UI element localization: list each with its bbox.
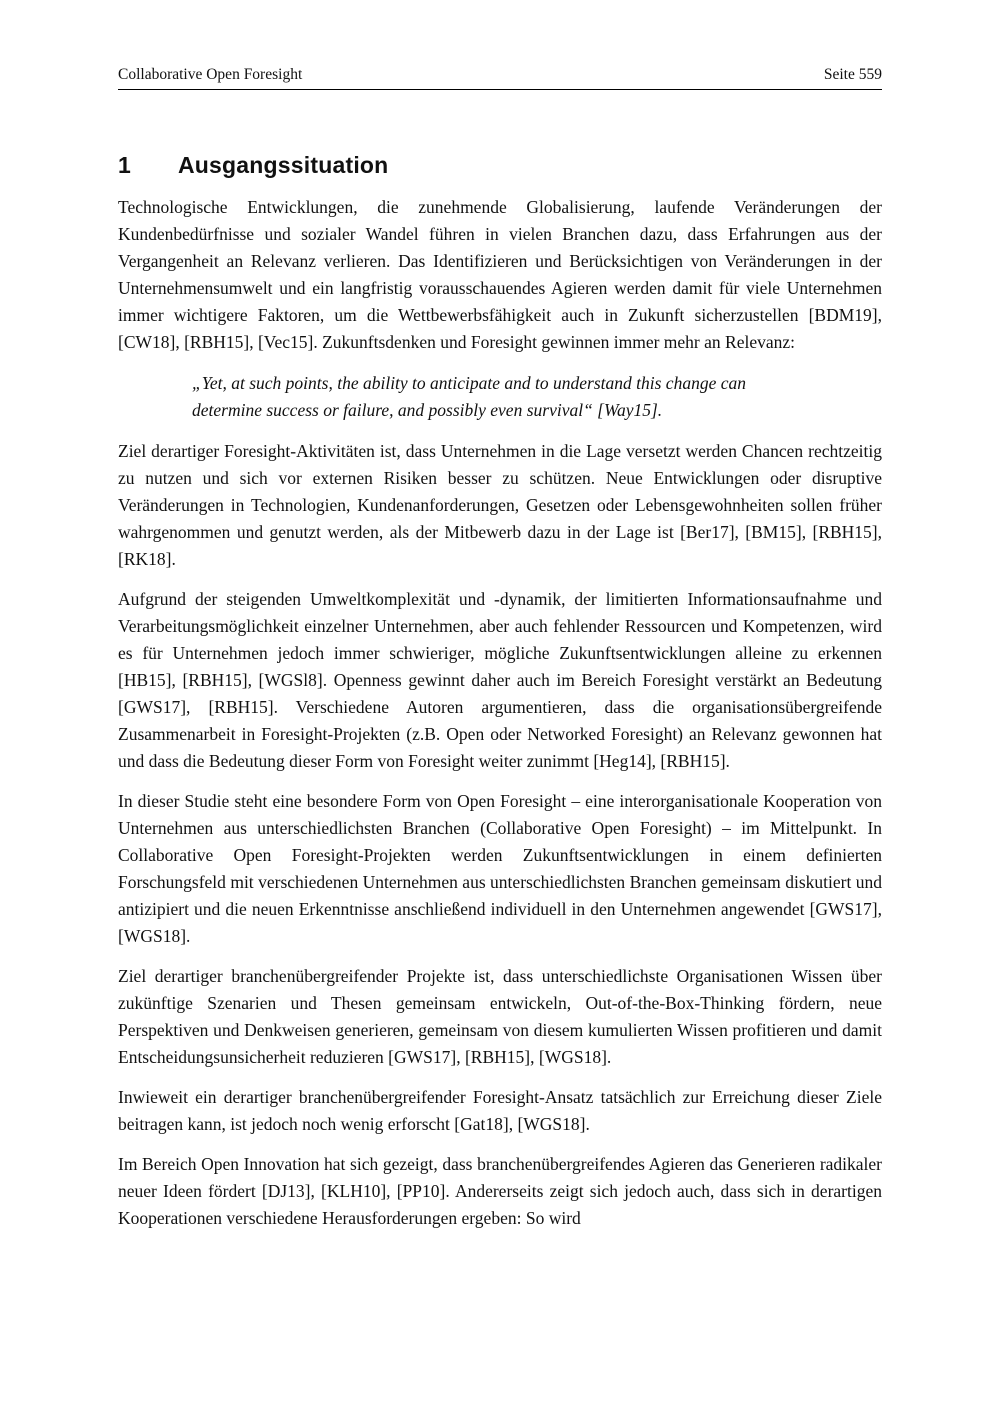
paragraph: Aufgrund der steigenden Umweltkomplexität und -dynamik, der limitierten Informationsaufnahme und Verarbeitungsmöglichkeit einzelner Unternehmen, aber auch fehlender Ressourcen und Kompetenzen, wird es für Unternehmen jedoch immer schwieriger, mögliche Zukunftsentwicklungen alleine zu erkennen [HB15], [RBH15], [WGSl8]. Openness gewinnt daher auch im Bereich Foresight verstärkt an Bedeutung [GWS17], [RBH15]. Verschiedene Autoren argumentieren, dass die organisationsübergreifende Zusammenarbeit in Foresight-Projekten (z.B. Open oder Networked Foresight) an Relevanz gewonnen hat und dass die Bedeutung dieser Form von Foresight weiter zunimmt [Heg14], [RBH15]. — [118, 589, 882, 771]
block-quote: „Yet, at such points, the ability to anticipate and to understand this change can determine success or failure, and possibly even survival“ [Way15]. — [192, 373, 746, 420]
page-body — [118, 194, 882, 1232]
paragraph: Technologische Entwicklungen, die zunehmende Globalisierung, laufende Veränderungen der Kundenbedürfnisse und sozialer Wandel führen in vielen Branchen dazu, dass Erfahrungen aus der Vergangenheit an Relevanz verlieren. Das Identifizieren und Berücksichtigen von Veränderungen in der Unternehmensumwelt und ein langfristig vorausschauendes Agieren werden damit für viele Unternehmen immer wichtigere Faktoren, um die Wettbewerbsfähigkeit auch in Zukunft sicherzustellen [BDM19], [CW18], [RBH15], [Vec15]. Zukunftsdenken und Foresight gewinnen immer mehr an Relevanz: — [118, 197, 882, 352]
paragraph: Inwieweit ein derartiger branchenübergreifender Foresight-Ansatz tatsächlich zur Erreichung dieser Ziele beitragen kann, ist jedoch noch wenig erforscht [Gat18], [WGS18]. — [118, 1087, 882, 1134]
paragraph: Ziel derartiger branchenübergreifender Projekte ist, dass unterschiedlichste Organisationen Wissen über zukünftige Szenarien und Thesen gemeinsam entwickeln, Out-of-the-Box-Thinking fördern, neue Perspektiven und Denkweisen generieren, gemeinsam von diesem kumulierten Wissen profitieren und damit Entscheidungsunsicherheit reduzieren [GWS17], [RBH15], [WGS18]. — [118, 966, 882, 1067]
paragraph: Im Bereich Open Innovation hat sich gezeigt, dass branchenübergreifendes Agieren das Generieren radikaler neuer Ideen fördert [DJ13], [KLH10], [PP10]. Andererseits zeigt sich jedoch auch, dass sich in derartigen Kooperationen verschiedene Herausforderungen ergeben: So wird — [118, 1154, 882, 1228]
running-header — [118, 0, 882, 90]
section-heading — [118, 150, 882, 180]
page-number: Seite 559 — [823, 66, 882, 83]
paragraph: Ziel derartiger Foresight-Aktivitäten ist, dass Unternehmen in die Lage versetzt werden Chancen rechtzeitig zu nutzen und sich vor externen Risiken besser zu schützen. Neue Entwicklungen oder disruptive Veränderungen in Technologien, Kundenanforderungen, Gesetzen oder Lebensgewohnheiten sollen früher wahrgenommen und genutzt werden, als der Mitbewerb dazu in der Lage ist [Ber17], [BM15], [RBH15], [RK18]. — [118, 441, 882, 569]
paragraph: In dieser Studie steht eine besondere Form von Open Foresight – eine interorganisationale Kooperation von Unternehmen aus unterschiedlichsten Branchen (Collaborative Open Foresight) – im Mittelpunkt. In Collaborative Open Foresight-Projekten werden Zukunftsentwicklungen in einem definierten Forschungsfeld mit verschiedenen Unternehmen aus unterschiedlichsten Branchen gemeinsam diskutiert und antizipiert und die neuen Erkenntnisse anschließend individuell in den Unternehmen angewendet [GWS17], [WGS18]. — [118, 791, 882, 946]
section-number: 1 — [118, 152, 131, 178]
running-header-title: Collaborative Open Foresight — [118, 66, 303, 83]
section-title: Ausgangssituation — [178, 152, 389, 178]
